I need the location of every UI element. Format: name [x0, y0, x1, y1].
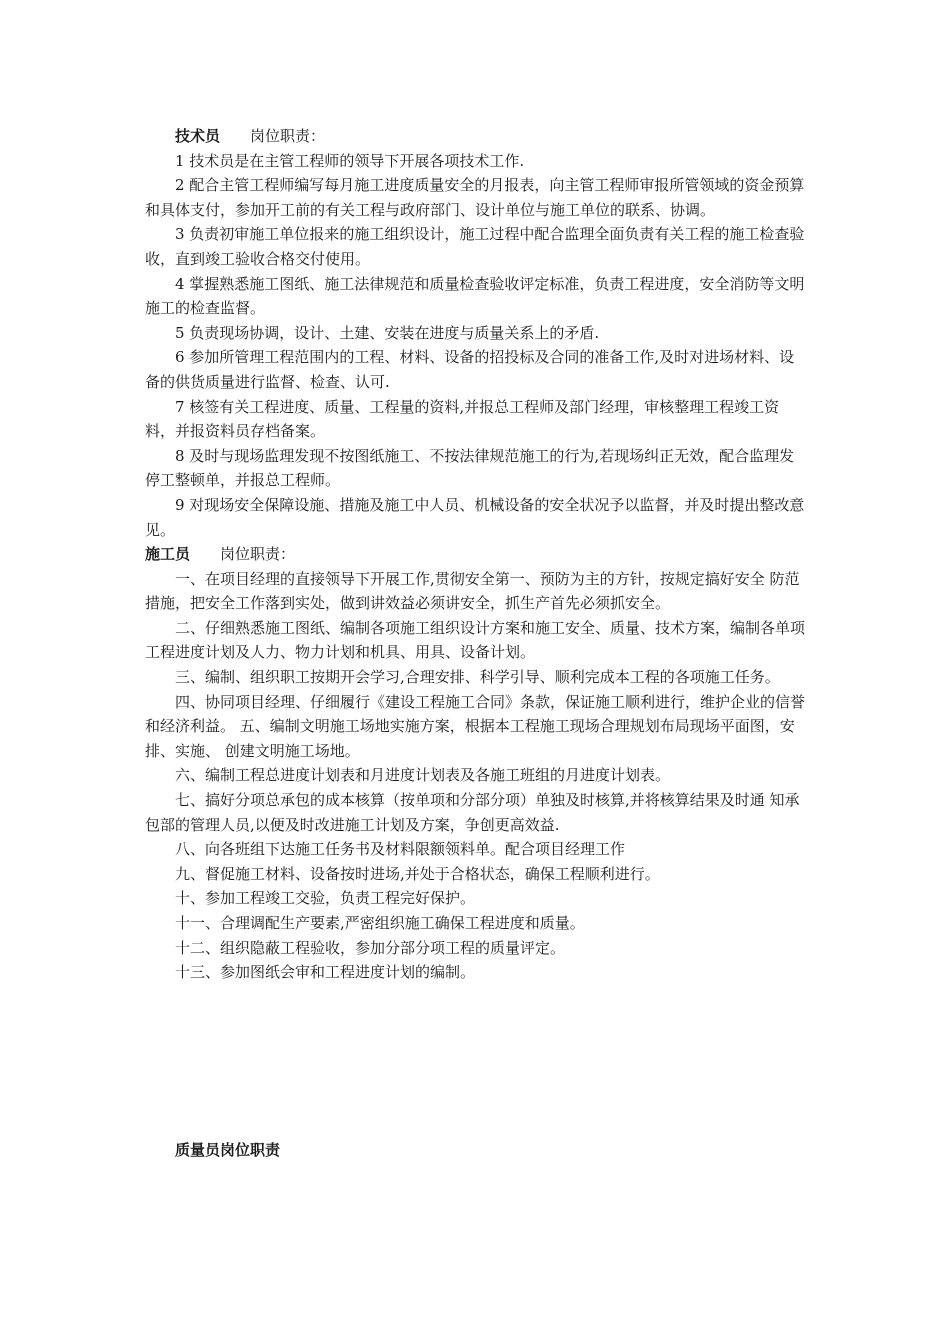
section-subtitle: 岗位职责：: [220, 545, 296, 564]
section-subtitle: 岗位职责：: [250, 127, 326, 145]
document-body: [145, 124, 807, 985]
paragraph: 8 及时与现场监理发现不按图纸施工、不按法律规范施工的行为,若现场纠正无效，配合监理发停工整顿单，并报总工程师。: [145, 446, 795, 490]
section-name: 施工员: [145, 545, 191, 564]
paragraph: 一、在项目经理的直接领导下开展工作,贯彻安全第一、预防为主的方针，按规定搞好安全 防范措施，把安全工作落到实处，做到讲效益必须讲安全，抓生产首先必须抓安全。: [145, 569, 800, 613]
paragraph: 十三、参加图纸会审和工程进度计划的编制。: [175, 963, 476, 982]
paragraph: 十、参加工程竣工交验，负责工程完好保护。: [175, 889, 476, 908]
paragraph: 八、向各班组下达施工任务书及材料限额领料单。配合项目经理工作: [175, 840, 626, 859]
paragraph: 二、仔细熟悉施工图纸、编制各项施工组织设计方案和施工安全、质量、技术方案，编制各单项工程进度计划及人力、物力计划和机具、用具、设备计划。: [145, 618, 806, 662]
section-heading-construction-worker: [145, 542, 807, 567]
paragraph: 七、搞好分项总承包的成本核算（按单项和分部分项）单独及时核算,并将核算结果及时通 知承包部的管理人员,以便及时改进施工计划及方案，争创更高效益.: [145, 791, 800, 834]
section-name: 技术员: [175, 127, 221, 145]
paragraph: 4 掌握熟悉施工图纸、施工法律规范和质量检查验收评定标准，负责工程进度，安全消防等文明施工的检查监督。: [145, 274, 805, 318]
paragraph: 3 负责初审施工单位报来的施工组织设计，施工过程中配合监理全面负责有关工程的施工检查验收，直到竣工验收合格交付使用。: [145, 225, 805, 268]
next-section-title: 质量员岗位职责: [175, 1141, 281, 1159]
paragraph: 十二、组织隐蔽工程验收，参加分部分项工程的质量评定。: [175, 938, 566, 957]
paragraph: 2 配合主管工程师编写每月施工进度质量安全的月报表，向主管工程师审报所管领域的资金预算和具体支付，参加开工前的有关工程与政府部门、设计单位与施工单位的联系、协调。: [145, 176, 805, 219]
paragraph: 5 负责现场协调，设计、土建、安装在进度与质量关系上的矛盾.: [175, 323, 600, 342]
paragraph: 十一、合理调配生产要素,严密组织施工确保工程进度和质量。: [175, 914, 585, 932]
paragraph: 1 技术员是在主管工程师的领导下开展各项技术工作.: [175, 151, 525, 170]
paragraph: 六、编制工程总进度计划表和月进度计划表及各施工班组的月进度计划表。: [175, 766, 671, 785]
paragraph: 6 参加所管理工程范围内的工程、材料、设备的招投标及合同的准备工作,及时对进场材料、设备的供货质量进行监督、检查、认可.: [145, 348, 795, 391]
paragraph: 九、督促施工材料、设备按时进场,并处于合格状态，确保工程顺利进行。: [175, 864, 660, 883]
paragraph: 7 核签有关工程进度、质量、工程量的资料,并报总工程师及部门经理，审核整理工程竣工资料，并报资料员存档备案。: [145, 397, 780, 441]
paragraph: 四、协同项目经理、仔细履行《建设工程施工合同》条款，保证施工顺利进行，维护企业的信誉和经济利益。 五、编制文明施工场地实施方案，根据本工程施工现场合理规划布局现场平面图，安排、实施、 创建文明施工场地。: [145, 692, 806, 760]
paragraph: 三、编制、组织职工按期开会学习,合理安排、科学引导、顺利完成本工程的各项施工任务。: [175, 668, 780, 687]
section-heading-technician: [145, 124, 807, 149]
paragraph: 9 对现场安全保障设施、措施及施工中人员、机械设备的安全状况予以监督，并及时提出整改意见。: [145, 495, 805, 539]
